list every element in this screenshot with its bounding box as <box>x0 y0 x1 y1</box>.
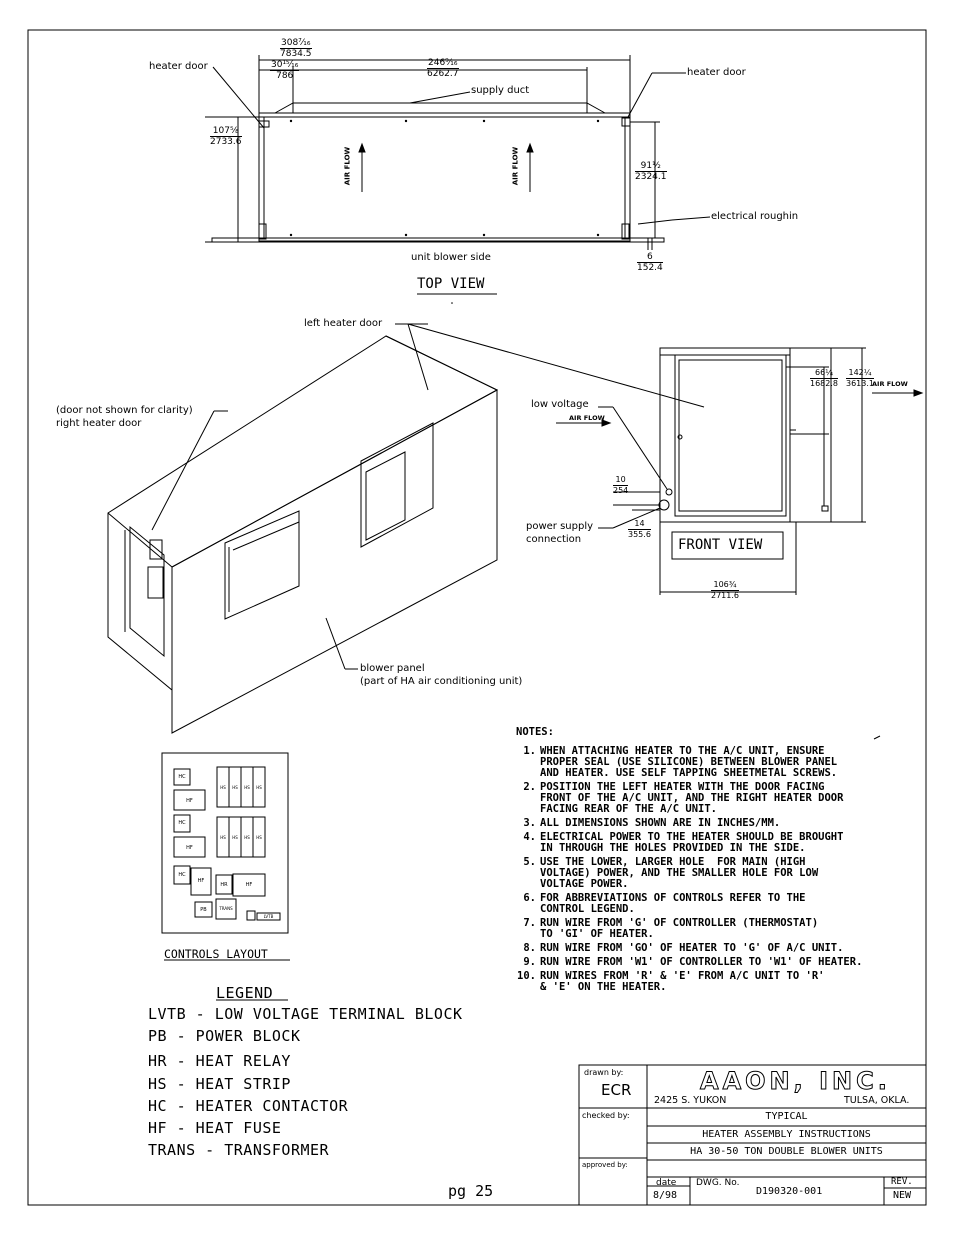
rev-value: NEW <box>893 1190 912 1201</box>
dim-front-top-offset: $\frac{\text{66¼}}{1682.8}$ <box>810 368 838 388</box>
page-number: pg 25 <box>448 1182 494 1200</box>
box-trans: TRANS <box>219 906 233 911</box>
legend-item-hc: HC - HEATER CONTACTOR <box>148 1097 349 1115</box>
note-item: 2. POSITION THE LEFT HEATER WITH THE DOOR FACING FRONT OF THE A/C UNIT, AND THE RIGHT HEATER DOOR FACING REAR OF THE A/C UNIT. <box>523 781 844 815</box>
company-address: 2425 S. YUKON <box>654 1095 727 1106</box>
box-hs-6: HS <box>232 835 238 840</box>
controls-layout-title: CONTROLS LAYOUT <box>164 947 268 961</box>
top-view-title: TOP VIEW <box>417 276 485 292</box>
legend-title: LEGEND <box>216 984 274 1002</box>
label-low-voltage: low voltage <box>531 399 589 410</box>
date-label: date <box>656 1178 677 1188</box>
dim-front-width: $\frac{\text{106¾}}{2711.6}$ <box>711 580 739 600</box>
label-heater-door-left: heater door <box>149 61 208 72</box>
note-item: 8. RUN WIRE FROM 'GO' OF HEATER TO 'G' OF A/C UNIT. <box>523 942 844 954</box>
box-lvtb: LVTB <box>263 914 274 919</box>
box-hf-3: HF <box>197 878 205 884</box>
label-front-air-flow-1: AIR FLOW <box>569 414 605 422</box>
dim-inner-depth: $\frac{\text{91½}}{2324.1}$ <box>635 161 667 182</box>
box-hc-3: HC <box>178 872 186 878</box>
note-item: 4. ELECTRICAL POWER TO THE HEATER SHOULD BE BROUGHT IN THROUGH THE HOLES PROVIDED IN THE SIDE. <box>523 831 844 854</box>
box-hs-2: HS <box>232 785 238 790</box>
date-value: 8/98 <box>653 1190 678 1201</box>
note-item: 9. RUN WIRE FROM 'W1' OF CONTROLLER TO 'W1' OF HEATER. <box>523 956 863 968</box>
label-heater-door-right: heater door <box>687 67 746 78</box>
legend-item-hf: HF - HEAT FUSE <box>148 1119 282 1137</box>
dwg-number-value: D190320-001 <box>756 1186 823 1197</box>
dwg-number-label: DWG. No. <box>696 1178 740 1188</box>
dim-low-voltage-hole: $\frac{10}{254}$ <box>613 475 629 495</box>
dim-front-height: $\frac{\text{142¼}}{3613.1}$ <box>846 368 874 388</box>
label-supply-duct: supply duct <box>471 85 530 96</box>
label-left-heater-door: left heater door <box>304 318 383 329</box>
front-view-title: FRONT VIEW <box>678 537 763 553</box>
title-line-2: HEATER ASSEMBLY INSTRUCTIONS <box>702 1129 871 1140</box>
box-hs-7: HS <box>244 835 250 840</box>
note-item: 5. USE THE LOWER, LARGER HOLE FOR MAIN (HIGH VOLTAGE) POWER, AND THE SMALLER HOLE FOR LOW VOLTAGE POWER. <box>523 856 819 890</box>
box-hc-2: HC <box>178 820 186 826</box>
dim-flange: $\frac{6}{152.4}$ <box>637 252 663 273</box>
label-front-air-flow-2: AIR FLOW <box>872 380 908 388</box>
dim-power-hole: $\frac{14}{355.6}$ <box>628 519 651 539</box>
legend-item-pb: PB - POWER BLOCK <box>148 1027 301 1045</box>
box-hs-5: HS <box>220 835 226 840</box>
checked-by-label: checked by: <box>582 1111 630 1120</box>
label-blower-panel-note: (part of HA air conditioning unit) <box>360 676 523 687</box>
note-item: 7. RUN WIRE FROM 'G' OF CONTROLLER (THERMOSTAT) TO 'GI' OF HEATER. <box>523 917 819 940</box>
label-connection: connection <box>526 534 582 545</box>
note-item: 10. RUN WIRES FROM 'R' & 'E' FROM A/C UNIT TO 'R' & 'E' ON THE HEATER. <box>517 970 825 993</box>
label-unit-blower-side: unit blower side <box>411 252 491 263</box>
approved-by-label: approved by: <box>582 1161 628 1169</box>
box-hs-8: HS <box>256 835 262 840</box>
box-pb: PB <box>200 907 207 913</box>
label-right-heater-door: right heater door <box>56 418 142 429</box>
title-line-1: TYPICAL <box>765 1111 808 1122</box>
drawn-by-value: ECR <box>601 1081 632 1099</box>
drawn-by-label: drawn by: <box>584 1068 624 1077</box>
note-item: 6. FOR ABBREVIATIONS OF CONTROLS REFER TO THE CONTROL LEGEND. <box>523 892 806 915</box>
label-electrical-roughin: electrical roughin <box>711 211 799 222</box>
box-hf-4: HF <box>245 882 253 888</box>
title-line-3: HA 30-50 TON DOUBLE BLOWER UNITS <box>690 1146 883 1157</box>
box-hf-1: HF <box>186 798 193 804</box>
box-hs-3: HS <box>244 785 250 790</box>
label-air-flow-1: AIR FLOW <box>343 146 352 186</box>
rev-label: REV. <box>891 1177 913 1187</box>
label-air-flow-2: AIR FLOW <box>511 146 520 186</box>
label-blower-panel: blower panel <box>360 663 425 674</box>
note-item: 1. WHEN ATTACHING HEATER TO THE A/C UNIT, ENSURE PROPER SEAL (USE SILICONE) BETWEEN BLOWER PANEL AND HEATER. USE SELF TAPPING SHEETMETAL SCREWS. <box>523 745 838 779</box>
legend-item-trans: TRANS - TRANSFORMER <box>148 1141 330 1159</box>
box-hs-1: HS <box>220 785 226 790</box>
company-city: TULSA, OKLA. <box>844 1095 910 1106</box>
box-hc-1: HC <box>178 774 186 780</box>
label-power-supply: power supply <box>526 521 594 532</box>
dim-left-offset: $\frac{\text{30¹⁵⁄₁₆}}{786}$ <box>271 60 299 81</box>
legend-item-lvtb: LVTB - LOW VOLTAGE TERMINAL BLOCK <box>148 1005 463 1023</box>
notes-heading: NOTES: <box>516 726 554 738</box>
box-hs-4: HS <box>256 785 262 790</box>
label-door-note: (door not shown for clarity) <box>56 405 193 416</box>
notes-block <box>516 727 862 996</box>
dim-depth: $\frac{\text{107⅝}}{2733.6}$ <box>210 126 242 147</box>
company-name: AAON, INC. <box>700 1067 891 1095</box>
legend-item-hr: HR - HEAT RELAY <box>148 1052 291 1070</box>
dim-overall-width: $\frac{\text{308⁷⁄₁₆}}{7834.5}$ <box>280 38 312 59</box>
box-hr: HR <box>220 882 228 888</box>
dim-duct-width: $\frac{\text{246⁹⁄₁₆}}{6262.7}$ <box>427 58 459 79</box>
note-item: 3. ALL DIMENSIONS SHOWN ARE IN INCHES/MM. <box>523 817 781 829</box>
box-hf-2: HF <box>186 845 193 851</box>
legend-item-hs: HS - HEAT STRIP <box>148 1075 291 1093</box>
